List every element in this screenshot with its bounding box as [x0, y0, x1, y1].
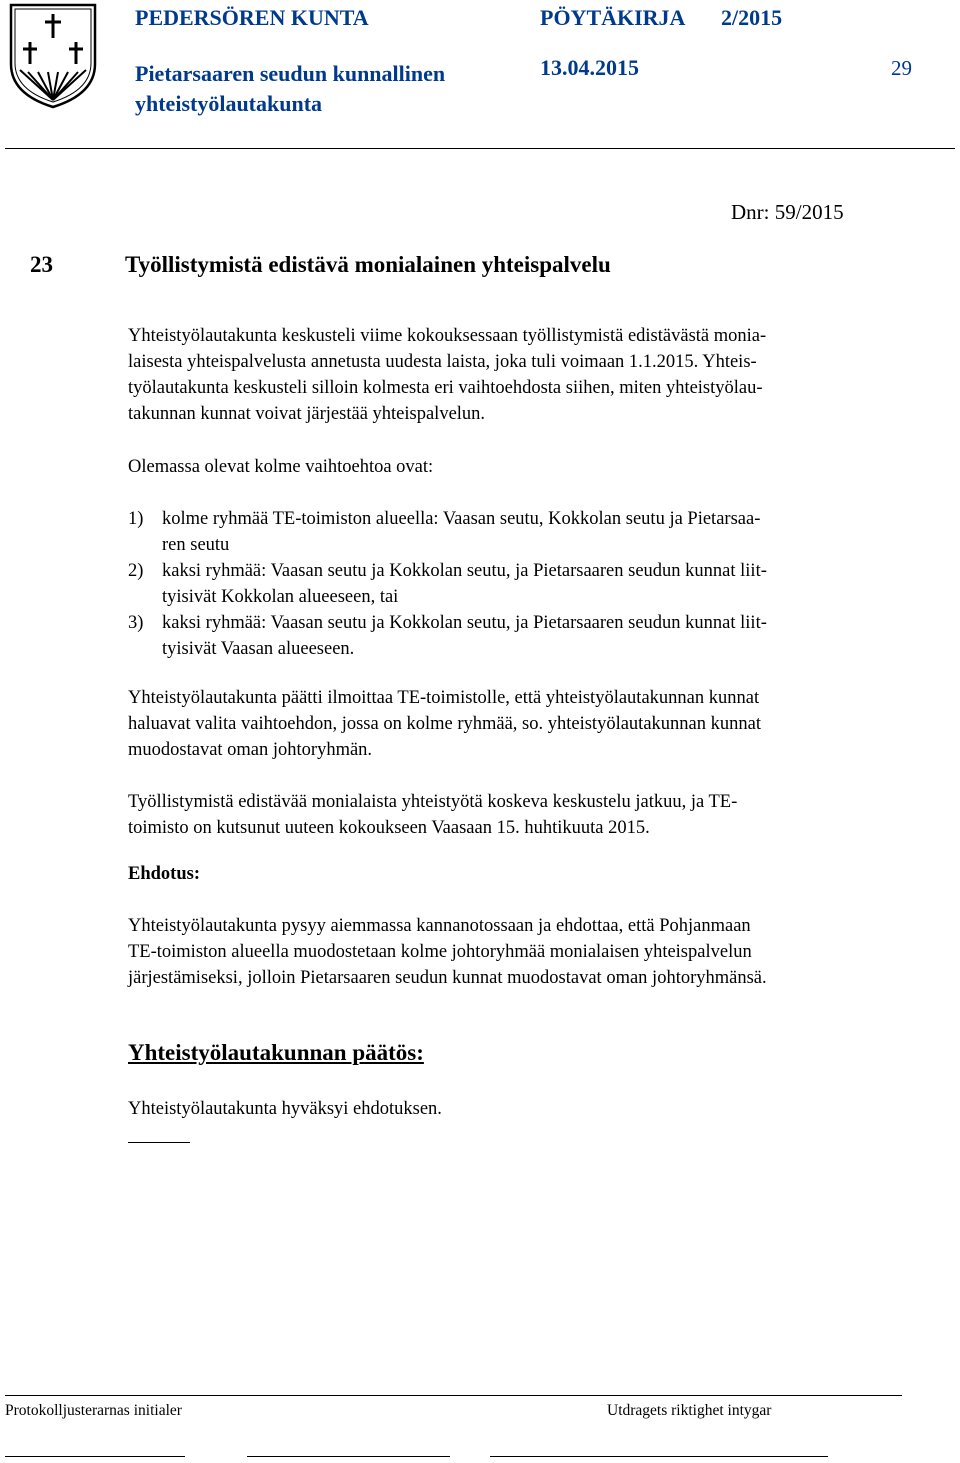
- text-line: työlautakunta keskusteli silloin kolmesta eri vaihtoehdosta siihen, miten yhteistyölau-: [128, 378, 763, 398]
- decision-text: [128, 1096, 903, 1122]
- text-line: Yhteistyölautakunta hyväksyi ehdotuksen.: [128, 1099, 442, 1119]
- list-text: tyisivät Kokkolan alueeseen, tai: [162, 587, 399, 607]
- diary-number: Dnr: 59/2015: [731, 200, 844, 224]
- text-line: TE-toimiston alueella muodostetaan kolme johtoryhmää monialaisen yhteispalvelun: [128, 942, 752, 962]
- proposal-label: [128, 861, 903, 887]
- paragraph-intro: [128, 323, 903, 427]
- list-text: kaksi ryhmää: Vaasan seutu ja Kokkolan seutu, ja Pietarsaaren seudun kunnat liit-: [162, 613, 767, 633]
- document-number: 2/2015: [721, 5, 783, 30]
- section-title: Työllistymistä edistävä monialainen yhteispalvelu: [125, 252, 611, 277]
- signature-line: [490, 1456, 828, 1457]
- committee-name-line1: Pietarsaaren seudun kunnallinen: [135, 61, 446, 86]
- list-number: 2): [128, 561, 144, 581]
- footer-divider: [5, 1395, 902, 1396]
- list-item: [128, 506, 903, 532]
- list-item-continuation: [128, 584, 903, 610]
- page-number: 29: [891, 56, 912, 80]
- text-line: järjestämiseksi, jolloin Pietarsaaren seudun kunnat muodostavat oman johtoryhmänsä.: [128, 968, 767, 988]
- text-line: laisesta yhteispalvelusta annetusta uudesta laista, joka tuli voimaan 1.1.2015. Yhteis-: [128, 352, 757, 372]
- list-item-continuation: [128, 532, 903, 558]
- footer-initials-label: Protokolljusterarnas initialer: [5, 1402, 182, 1419]
- text-line: takunnan kunnat voivat järjestää yhteispalvelun.: [128, 404, 486, 424]
- municipality-name: PEDERSÖREN KUNTA: [135, 5, 369, 30]
- list-text: kaksi ryhmää: Vaasan seutu ja Kokkolan seutu, ja Pietarsaaren seudun kunnat liit-: [162, 561, 767, 581]
- options-list: [128, 506, 903, 662]
- signature-line: [5, 1456, 185, 1457]
- list-item: [128, 558, 903, 584]
- paragraph-discussion: [128, 789, 903, 841]
- text-line: Yhteistyölautakunta pysyy aiemmassa kannanotossaan ja ehdottaa, että Pohjanmaan: [128, 916, 751, 936]
- municipality-crest-logo: [8, 2, 98, 110]
- section-heading: [30, 252, 830, 282]
- text-line: Työllistymistä edistävää monialaista yhteistyötä koskeva keskustelu jatkuu, ja TE-: [128, 792, 738, 812]
- meeting-date: 13.04.2015: [540, 55, 639, 80]
- text-line: Yhteistyölautakunta keskusteli viime kokouksessaan työllistymistä edistävästä monia-: [128, 326, 767, 346]
- committee-name-line2: yhteistyölautakunta: [135, 91, 323, 116]
- text-line: Yhteistyölautakunta päätti ilmoittaa TE-toimistolle, että yhteistyölautakunnan kunnat: [128, 688, 760, 708]
- list-number: 3): [128, 613, 144, 633]
- end-mark-line: [128, 1142, 190, 1143]
- proposal-text: [128, 913, 903, 991]
- text-line: Olemassa olevat kolme vaihtoehtoa ovat:: [128, 457, 434, 477]
- decision-heading: Yhteistyölautakunnan päätös:: [128, 1040, 424, 1065]
- paragraph-decision-earlier: [128, 685, 903, 763]
- header-divider: [5, 148, 955, 149]
- list-item: [128, 610, 903, 636]
- list-text: ren seutu: [162, 535, 230, 555]
- footer-certification-label: Utdragets riktighet intygar: [607, 1402, 772, 1419]
- signature-line: [247, 1456, 450, 1457]
- document-type: PÖYTÄKIRJA: [540, 5, 686, 30]
- section-number: 23: [30, 252, 53, 277]
- text-line: haluavat valita vaihtoehdon, jossa on kolme ryhmää, so. yhteistyölautakunnan kunnat: [128, 714, 761, 734]
- paragraph-options-intro: [128, 454, 903, 480]
- proposal-label-text: Ehdotus:: [128, 864, 200, 884]
- text-line: muodostavat oman johtoryhmän.: [128, 740, 373, 760]
- list-text: kolme ryhmää TE-toimiston alueella: Vaasan seutu, Kokkolan seutu ja Pietarsaa-: [162, 509, 761, 529]
- list-item-continuation: [128, 636, 903, 662]
- list-text: tyisivät Vaasan alueeseen.: [162, 639, 355, 659]
- list-number: 1): [128, 509, 144, 529]
- text-line: toimisto on kutsunut uuteen kokoukseen Vaasaan 15. huhtikuuta 2015.: [128, 818, 650, 838]
